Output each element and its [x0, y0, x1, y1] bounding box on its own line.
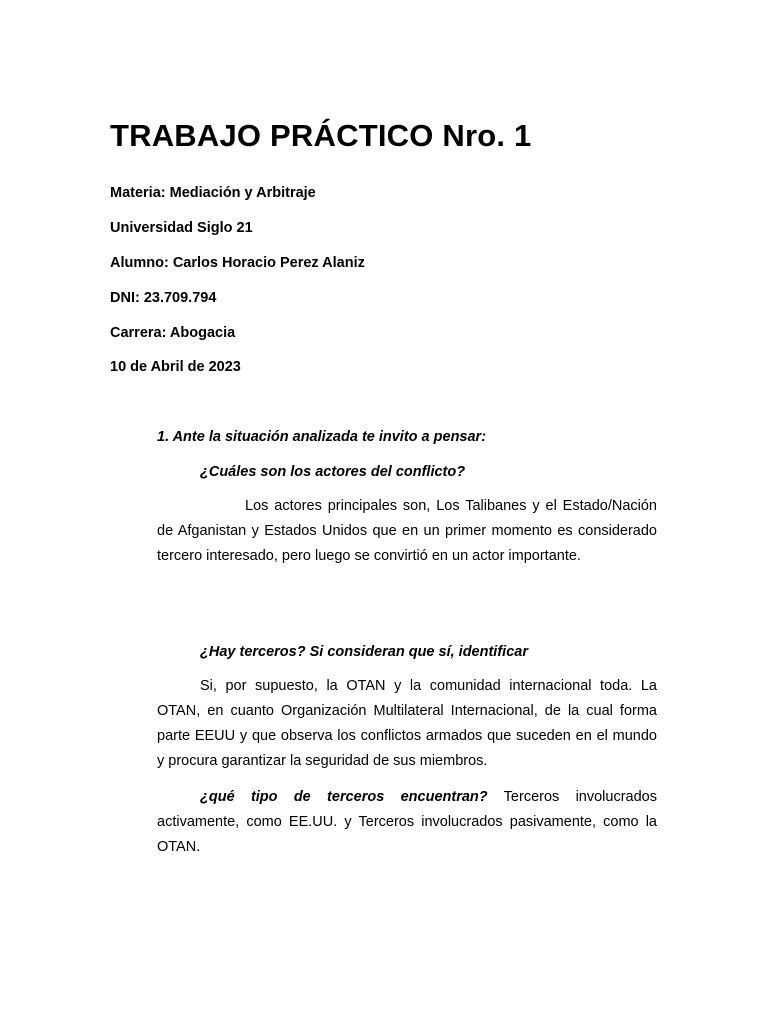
carrera-line: Carrera: Abogacia	[110, 325, 236, 341]
alumno-line: Alumno: Carlos Horacio Perez Alaniz	[110, 255, 365, 271]
answer-third-parties: Si, por supuesto, la OTAN y la comunidad internacional toda. La OTAN, en cuanto Organización Multilateral Internacional, de la cual forma parte EEUU y que observa los conflictos armados que suceden en el mundo y procura garantizar la seguridad de sus miembros.	[157, 678, 657, 769]
question-heading: 1. Ante la situación analizada te invito a pensar:	[157, 429, 487, 445]
question-third-party-types: ¿qué tipo de terceros encuentran?	[200, 789, 488, 805]
dni-line: DNI: 23.709.794	[110, 290, 217, 306]
materia-line: Materia: Mediación y Arbitraje	[110, 185, 316, 201]
answer-third-party-types	[157, 785, 657, 860]
question-third-parties: ¿Hay terceros? Si consideran que sí, identificar	[200, 644, 528, 660]
date-line: 10 de Abril de 2023	[110, 359, 241, 375]
question-actors: ¿Cuáles son los actores del conflicto?	[200, 464, 466, 480]
document-title: TRABAJO PRÁCTICO Nro. 1	[110, 118, 532, 153]
universidad-line: Universidad Siglo 21	[110, 220, 253, 236]
answer-actors: Los actores principales son, Los Talibanes y el Estado/Nación de Afganistan y Estados Unidos que en un primer momento es considerado tercero interesado, pero luego se convirtió en un actor importante.	[157, 498, 657, 564]
answer-third-party-types-text: Terceros involucrados activamente, como EE.UU. y Terceros involucrados pasivamente, como la OTAN.	[157, 789, 657, 855]
